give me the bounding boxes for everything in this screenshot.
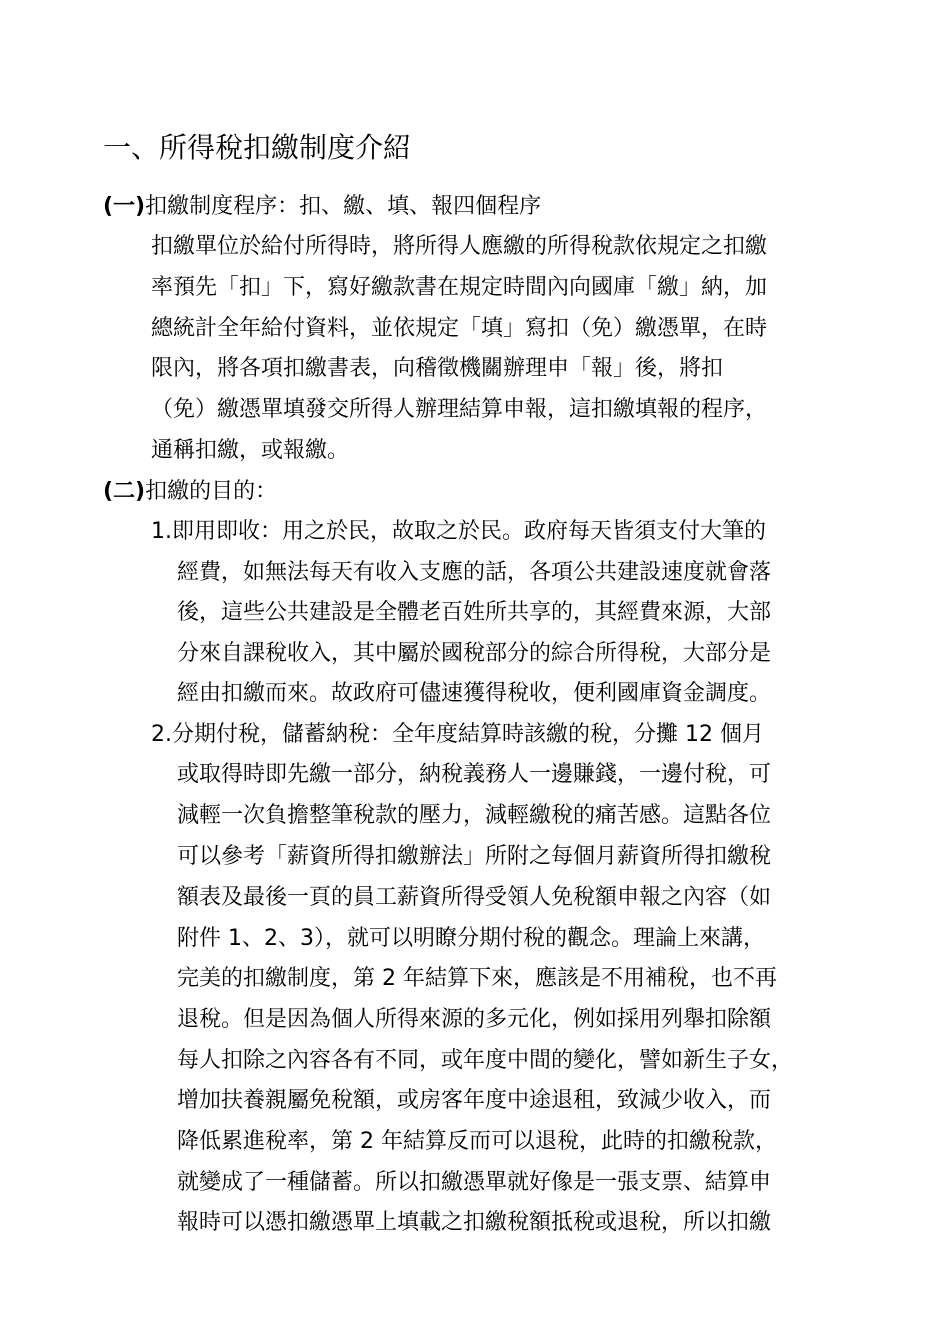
section-1-line: （免）繳憑單填發交所得人辦理結算申報，這扣繳填報的程序，	[151, 397, 768, 422]
section-2-title	[103, 477, 277, 507]
item-2-line: 減輕一次負擔整筆稅款的壓力，減輕繳稅的痛苦感。這點各位	[177, 803, 772, 828]
item-2-line: 就變成了一種儲蓄。所以扣繳憑單就好像是一張支票、結算申	[177, 1170, 772, 1195]
section-1-line: 率預先「扣」下，寫好繳款書在規定時間內向國庫「繳」納，加	[151, 275, 768, 300]
section-1-title-text: 扣繳制度程序：扣、繳、填、報四個程序	[145, 194, 542, 219]
section-1-line: 總統計全年給付資料，並依規定「填」寫扣（免）繳憑單，在時	[151, 316, 768, 341]
item-2-line: 可以參考「薪資所得扣繳辦法」所附之每個月薪資所得扣繳稅	[177, 844, 772, 869]
section-1-line: 限內，將各項扣繳書表，向稽徵機關辦理申「報」後，將扣	[151, 356, 724, 381]
item-1-line: 分來自課稅收入，其中屬於國稅部分的綜合所得稅，大部分是	[177, 641, 772, 666]
item-2-line: 增加扶養親屬免稅額，或房客年度中途退租，致減少收入，而	[177, 1088, 772, 1113]
section-1-line: 扣繳單位於給付所得時，將所得人應繳的所得稅款依規定之扣繳	[151, 234, 768, 259]
item-2-line: 退稅。但是因為個人所得來源的多元化，例如採用列舉扣除額	[177, 1007, 772, 1032]
item-1-line: 1.即用即收：用之於民，故取之於民。政府每天皆須支付大筆的	[151, 519, 766, 544]
item-1-line: 經費，如無法每天有收入支應的話，各項公共建設速度就會落	[177, 560, 772, 585]
item-1-line: 經由扣繳而來。故政府可儘速獲得稅收，便利國庫資金調度。	[177, 681, 772, 706]
section-2-title-text: 扣繳的目的：	[145, 479, 278, 504]
item-2-line: 降低累進稅率，第 2 年結算反而可以退稅，此時的扣繳稅款，	[177, 1129, 777, 1154]
item-2-line: 每人扣除之內容各有不同，或年度中間的變化，譬如新生子女，	[177, 1048, 794, 1073]
item-2-line: 額表及最後一頁的員工薪資所得受領人免稅額申報之內容（如	[177, 885, 772, 910]
item-2-line: 報時可以憑扣繳憑單上填載之扣繳稅額抵稅或退稅，所以扣繳	[177, 1210, 772, 1235]
section-1-marker: (一)	[103, 194, 146, 219]
section-1-title	[103, 192, 541, 222]
document-heading: 一、所得稅扣繳制度介紹	[103, 131, 412, 164]
section-1-line: 通稱扣繳，或報繳。	[151, 438, 350, 463]
item-1-line: 後，這些公共建設是全體老百姓所共享的，其經費來源，大部	[177, 600, 772, 625]
item-2-line: 或取得時即先繳一部分，納稅義務人一邊賺錢，一邊付稅，可	[177, 762, 772, 787]
item-2-line: 完美的扣繳制度，第 2 年結算下來，應該是不用補稅，也不再	[177, 966, 777, 991]
item-2-line: 2.分期付稅，儲蓄納稅：全年度結算時該繳的稅，分攤 12 個月	[151, 722, 764, 747]
item-2-line: 附件 1、2、3），就可以明瞭分期付稅的觀念。理論上來講，	[177, 926, 765, 951]
section-2-marker: (二)	[103, 479, 146, 504]
